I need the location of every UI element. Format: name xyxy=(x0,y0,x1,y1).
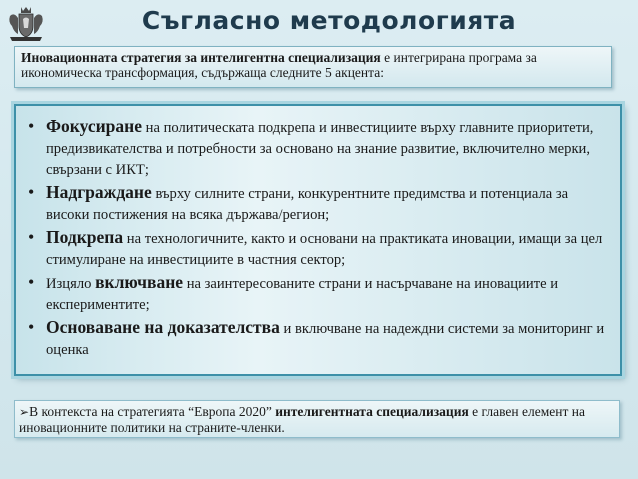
list-item xyxy=(28,272,608,316)
bullet-keyword: Надграждане xyxy=(46,182,152,202)
context-text-pre: В контекста на стратегията “Европа 2020” xyxy=(29,404,276,419)
bullet-icon: • xyxy=(28,227,35,247)
bullet-text: и включване на надеждни системи за мониторинг и оценка xyxy=(46,321,605,358)
bullet-icon: • xyxy=(28,116,35,136)
bullet-keyword: Подкрепа xyxy=(46,227,124,247)
context-bold-text: интелигентната специализация xyxy=(275,404,469,419)
bullet-icon: • xyxy=(28,317,35,337)
bullet-text: на заинтересованите страни и насърчаване на иновациите и експериментите; xyxy=(46,276,559,313)
list-item xyxy=(28,116,608,181)
intro-text: е интегрирана програма за икономическа трансформация, съдържаща следните 5 акцента: xyxy=(21,50,537,80)
list-item xyxy=(28,182,608,226)
focus-points-list xyxy=(16,106,620,361)
list-item xyxy=(28,227,608,271)
bullet-keyword: включване xyxy=(95,272,184,292)
slide-title: Съгласно методологията xyxy=(141,6,517,35)
bullet-icon: • xyxy=(28,272,35,292)
intro-box xyxy=(14,46,612,88)
bullet-text: върху силните страни, конкурентните предимства и потенциала за високи постижения на всяка държава/регион; xyxy=(46,186,569,223)
context-text-post: е главен елемент на иновационните политики на страните-членки. xyxy=(19,404,585,435)
bullet-prefix: Изцяло xyxy=(46,276,96,292)
focus-points-box xyxy=(14,104,622,376)
intro-bold-text: Иновационната стратегия за интелигентна специализация xyxy=(21,50,381,65)
context-note-box xyxy=(14,400,620,438)
bullet-icon: • xyxy=(28,182,35,202)
list-item xyxy=(28,317,608,361)
bullet-keyword: Основаване на доказателства xyxy=(46,317,280,337)
bullet-keyword: Фокусиране xyxy=(46,116,143,136)
bullet-text: на технологичните, както и основани на практиката иновации, имащи за цел стимулиране на инвестициите в частния сектор; xyxy=(46,231,603,268)
arrow-bullet-icon: ➢ xyxy=(19,405,30,419)
bulgarian-coat-of-arms-icon xyxy=(4,4,48,44)
bullet-text: на политическата подкрепа и инвестициите върху главните приоритети, предизвикателства и потребности за основано на знание развитие, включително мерки, свързани с ИКТ; xyxy=(46,120,594,178)
